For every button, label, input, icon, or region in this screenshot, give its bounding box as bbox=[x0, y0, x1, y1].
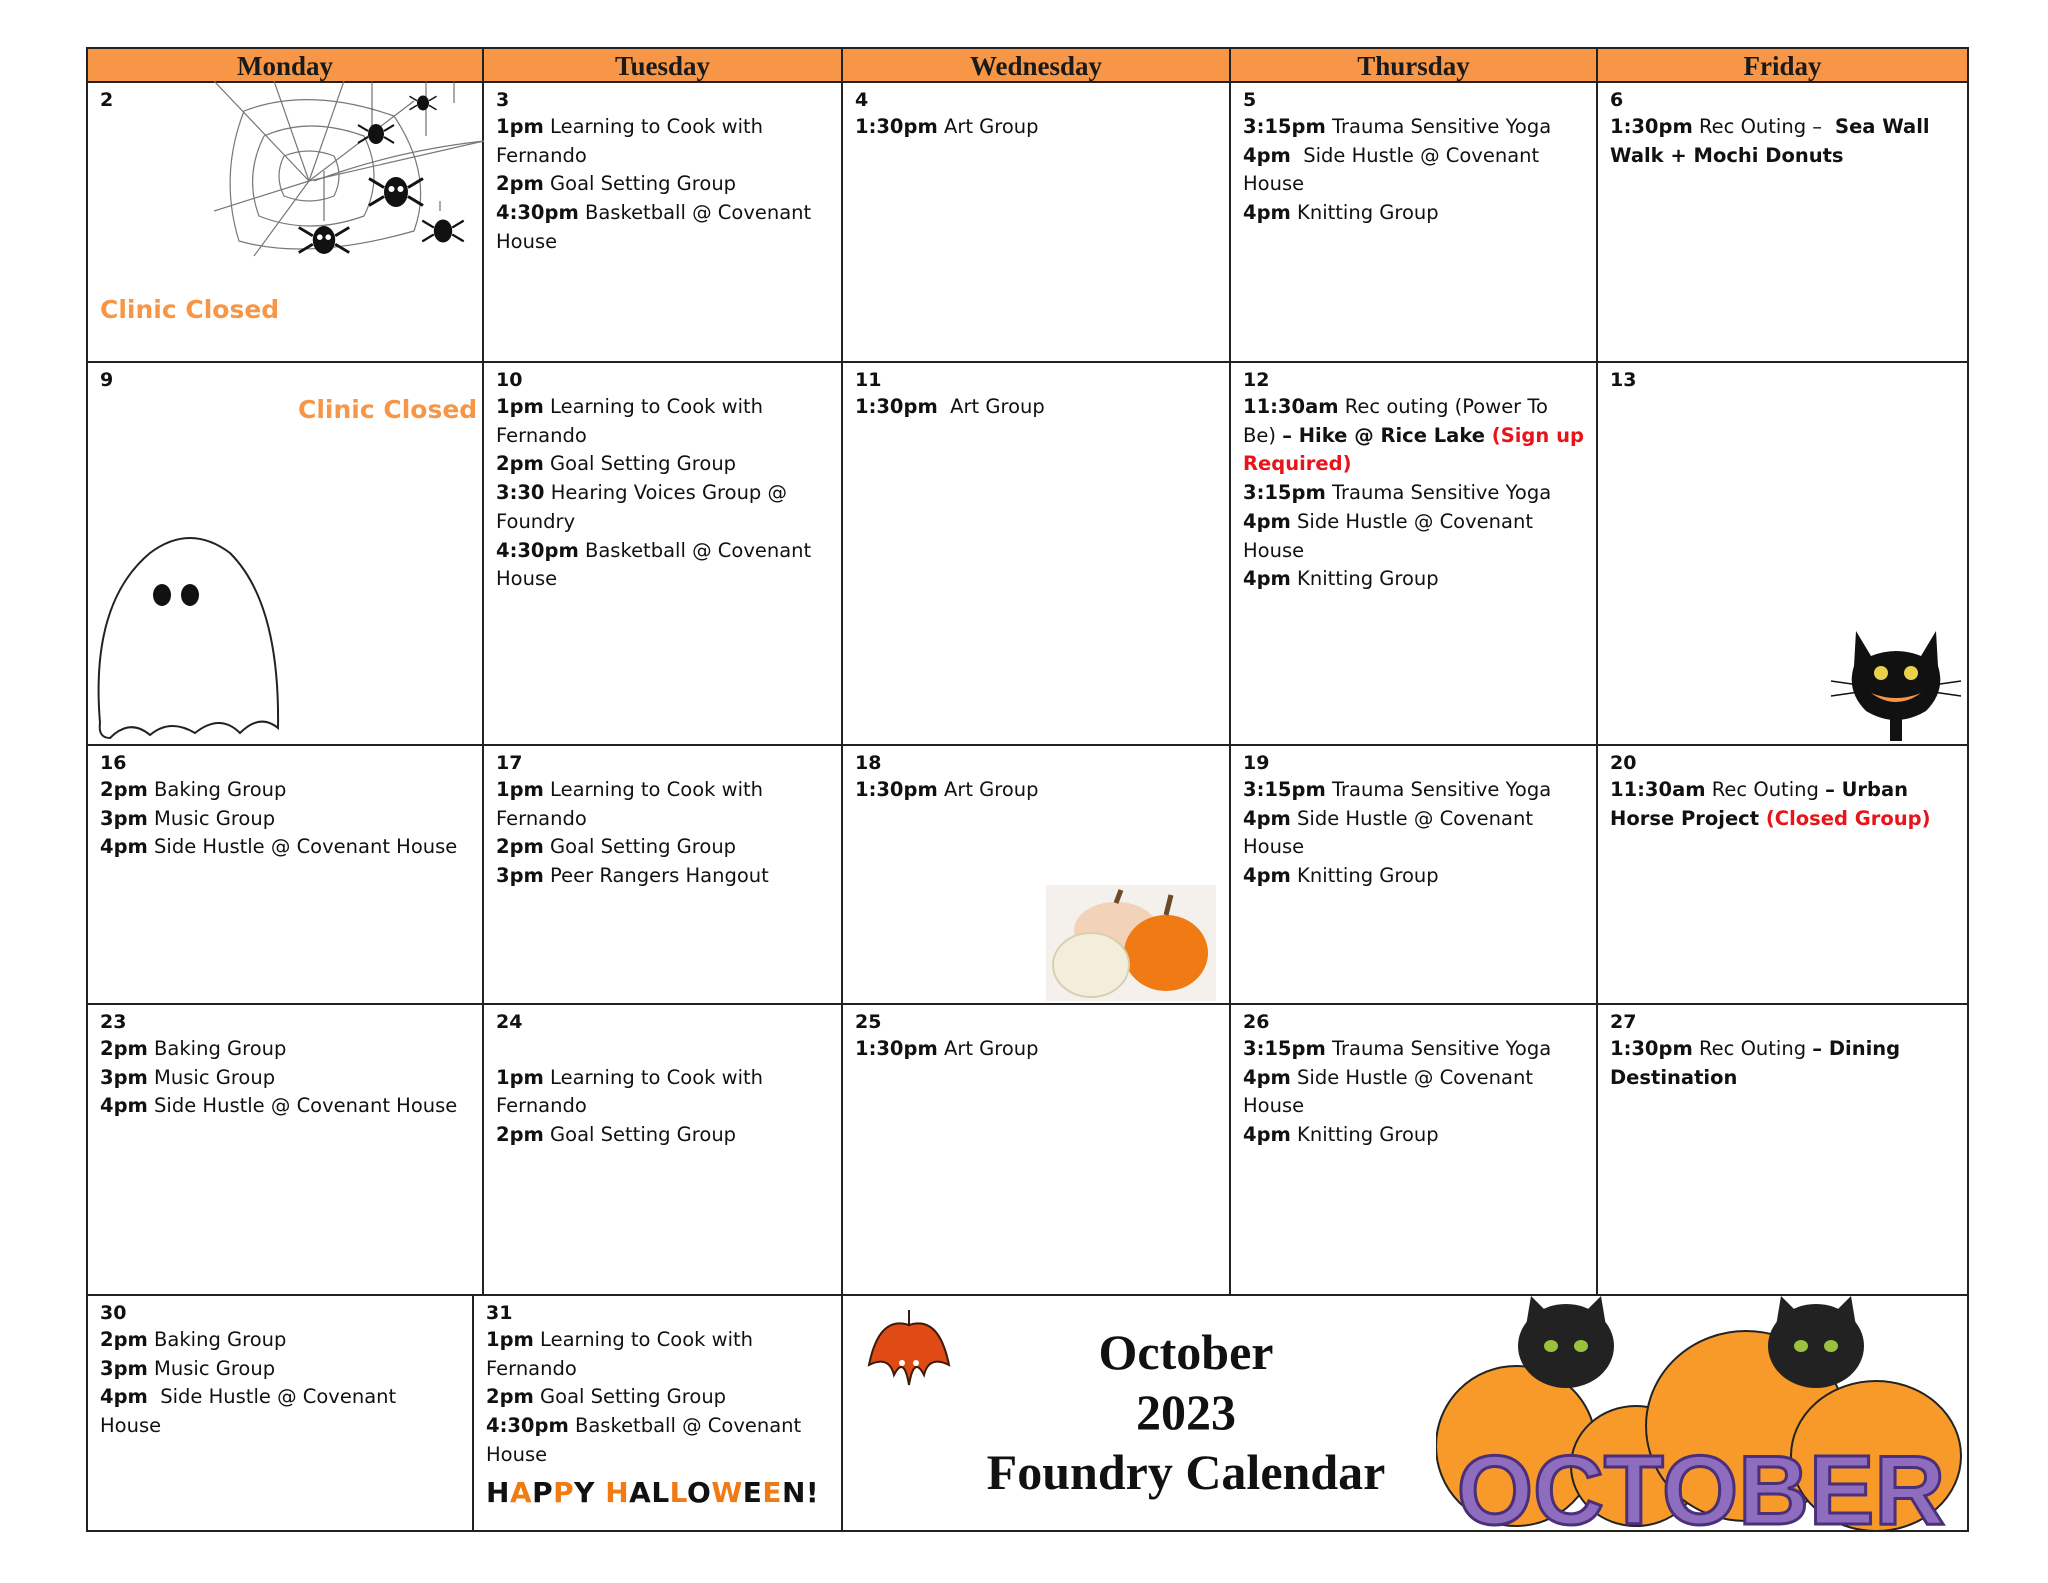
ghost-icon bbox=[90, 523, 290, 743]
event-item bbox=[496, 199, 829, 256]
event-title: Rec Outing – bbox=[1692, 115, 1829, 138]
day-cell bbox=[1596, 1003, 1969, 1296]
october-banner: OCTOBER bbox=[1456, 1435, 1946, 1530]
header-tuesday: Tuesday bbox=[482, 47, 843, 83]
event-item bbox=[496, 537, 829, 594]
day-cell bbox=[1229, 361, 1598, 746]
event-item bbox=[496, 862, 829, 891]
event-item bbox=[1243, 805, 1584, 862]
event-title: Rec Outing bbox=[1692, 1037, 1813, 1060]
event-time: 4pm bbox=[1243, 806, 1291, 830]
event-title: Peer Rangers Hangout bbox=[543, 864, 769, 888]
day-cell bbox=[1596, 744, 1969, 1005]
header-thursday: Thursday bbox=[1229, 47, 1598, 83]
event-title: Side Hustle @ Covenant House bbox=[100, 1385, 403, 1438]
day-cell bbox=[86, 1003, 484, 1296]
event-title: Music Group bbox=[147, 806, 276, 830]
spider-icon bbox=[356, 119, 396, 149]
event-title: Trauma Sensitive Yoga bbox=[1325, 778, 1552, 801]
event-item bbox=[1243, 393, 1584, 479]
event-title: Goal Setting Group bbox=[543, 1123, 737, 1147]
day-number: 31 bbox=[486, 1302, 513, 1324]
event-item bbox=[855, 393, 1217, 422]
day-number: 2 bbox=[100, 89, 114, 111]
day-number: 5 bbox=[1243, 89, 1257, 111]
event-item bbox=[100, 1092, 470, 1121]
event-time: 3pm bbox=[100, 1356, 148, 1380]
event-time: 4pm bbox=[1243, 143, 1291, 167]
header-wednesday: Wednesday bbox=[841, 47, 1231, 83]
event-title: Music Group bbox=[147, 1356, 276, 1380]
pumpkins-icon bbox=[1046, 885, 1216, 1001]
event-time: 1pm bbox=[496, 1065, 544, 1089]
day-cell bbox=[1229, 81, 1598, 363]
event-time: 4pm bbox=[100, 835, 148, 859]
day-number: 30 bbox=[100, 1302, 127, 1324]
day-number: 6 bbox=[1610, 89, 1624, 111]
event-time: 4pm bbox=[100, 1385, 148, 1409]
event-time: 3:15pm bbox=[1243, 115, 1326, 138]
event-item bbox=[1243, 1121, 1584, 1150]
event-time: 1pm bbox=[496, 395, 544, 418]
event-title: Knitting Group bbox=[1290, 1123, 1439, 1147]
clinic-closed-label: Clinic Closed bbox=[100, 295, 280, 324]
event-time: 1:30pm bbox=[855, 778, 938, 801]
day-number: 9 bbox=[100, 369, 114, 391]
day-cell bbox=[482, 1003, 843, 1296]
event-item bbox=[1243, 862, 1584, 891]
event-item bbox=[100, 1383, 460, 1440]
event-time: 3pm bbox=[100, 806, 148, 830]
event-time: 2pm bbox=[496, 835, 544, 859]
title-month: October bbox=[1098, 1324, 1274, 1380]
event-title: Trauma Sensitive Yoga bbox=[1325, 481, 1552, 505]
event-note: (Closed Group) bbox=[1765, 806, 1931, 830]
event-time: 2pm bbox=[486, 1385, 534, 1409]
event-title: Goal Setting Group bbox=[533, 1385, 727, 1409]
event-title: Learning to Cook with Fernando bbox=[496, 115, 770, 167]
day-number: 16 bbox=[100, 752, 127, 774]
event-time: 4:30pm bbox=[496, 201, 579, 225]
event-time: 3:15pm bbox=[1243, 481, 1326, 505]
event-title: Hearing Voices Group @ Foundry bbox=[496, 481, 794, 533]
event-title: Goal Setting Group bbox=[543, 172, 737, 196]
event-title: Knitting Group bbox=[1290, 864, 1439, 888]
event-title: Basketball @ Covenant House bbox=[486, 1414, 808, 1466]
day-cell bbox=[1229, 744, 1598, 1005]
event-time: 4pm bbox=[1243, 509, 1291, 533]
event-item bbox=[496, 1121, 829, 1150]
event-title: Side Hustle @ Covenant House bbox=[147, 835, 458, 859]
happy-halloween-text: HAPPY HALLOWEEN! bbox=[486, 1475, 820, 1509]
event-title: Learning to Cook with Fernando bbox=[496, 395, 770, 447]
day-number: 25 bbox=[855, 1011, 882, 1033]
event-time: 2pm bbox=[100, 1037, 148, 1060]
event-title: Trauma Sensitive Yoga bbox=[1325, 115, 1552, 138]
event-title: Knitting Group bbox=[1290, 567, 1439, 591]
spider-icon bbox=[408, 91, 438, 115]
event-item bbox=[496, 1035, 829, 1064]
event-item bbox=[1243, 1035, 1584, 1064]
event-item bbox=[1610, 113, 1955, 170]
event-title: Rec Outing bbox=[1705, 778, 1826, 801]
day-number: 19 bbox=[1243, 752, 1270, 774]
event-item bbox=[1243, 113, 1584, 142]
day-cell bbox=[841, 361, 1231, 746]
event-item bbox=[855, 113, 1217, 142]
event-time: 1:30pm bbox=[855, 1037, 938, 1060]
event-time: 3:15pm bbox=[1243, 1037, 1326, 1060]
event-title: Rec outing (Power To Be) bbox=[1243, 395, 1555, 447]
event-item bbox=[100, 776, 470, 805]
event-item bbox=[1243, 776, 1584, 805]
spider-icon bbox=[296, 217, 352, 263]
event-title: Side Hustle @ Covenant House bbox=[147, 1094, 458, 1118]
event-title: Baking Group bbox=[147, 778, 287, 801]
day-cell bbox=[1229, 1003, 1598, 1296]
event-item bbox=[496, 776, 829, 833]
event-item bbox=[1610, 1035, 1955, 1092]
event-item bbox=[1243, 199, 1584, 228]
day-number: 24 bbox=[496, 1011, 523, 1033]
event-item bbox=[496, 479, 829, 536]
event-detail: – Urban Horse Project bbox=[1610, 778, 1915, 830]
event-item bbox=[100, 1064, 470, 1093]
day-cell bbox=[841, 81, 1231, 363]
day-number: 11 bbox=[855, 369, 882, 391]
event-time: 4pm bbox=[100, 1094, 148, 1118]
day-number: 3 bbox=[496, 89, 510, 111]
black-cat-icon bbox=[1826, 611, 1966, 741]
event-time: 4pm bbox=[1243, 1065, 1291, 1089]
day-cell bbox=[86, 744, 484, 1005]
event-time: 2pm bbox=[496, 172, 544, 196]
event-time: 4pm bbox=[1243, 201, 1291, 225]
day-cell bbox=[472, 1294, 843, 1532]
day-number: 26 bbox=[1243, 1011, 1270, 1033]
event-detail: – Hike @ Rice Lake bbox=[1282, 423, 1492, 447]
day-number: 20 bbox=[1610, 752, 1637, 774]
event-item bbox=[486, 1326, 829, 1383]
event-title: Knitting Group bbox=[1290, 201, 1439, 225]
day-number: 18 bbox=[855, 752, 882, 774]
event-time: 4:30pm bbox=[496, 538, 579, 562]
event-time: 4pm bbox=[1243, 567, 1291, 591]
event-title: Trauma Sensitive Yoga bbox=[1325, 1037, 1552, 1060]
event-title: Baking Group bbox=[147, 1328, 287, 1351]
event-detail: Sea Wall Walk + Mochi Donuts bbox=[1610, 115, 1937, 167]
event-item bbox=[496, 393, 829, 450]
calendar-title bbox=[966, 1322, 1406, 1502]
day-cell bbox=[841, 1003, 1231, 1296]
event-item bbox=[1243, 142, 1584, 199]
cats-on-pumpkins-icon bbox=[1436, 1296, 1966, 1530]
event-item bbox=[855, 1035, 1217, 1064]
title-name: Foundry Calendar bbox=[986, 1444, 1386, 1500]
event-time: 1:30pm bbox=[1610, 1037, 1693, 1060]
event-time: 1pm bbox=[486, 1328, 534, 1351]
event-title: Art Group bbox=[937, 395, 1045, 418]
event-item bbox=[496, 170, 829, 199]
event-item bbox=[100, 833, 470, 862]
event-title: Learning to Cook with Fernando bbox=[496, 778, 770, 830]
event-time: 2pm bbox=[496, 1123, 544, 1147]
event-item bbox=[486, 1412, 829, 1469]
event-title: Basketball @ Covenant House bbox=[496, 538, 818, 591]
event-title: Side Hustle @ Covenant House bbox=[1243, 509, 1540, 562]
day-number: 17 bbox=[496, 752, 523, 774]
event-item bbox=[496, 450, 829, 479]
event-time: 2pm bbox=[100, 778, 148, 801]
event-time: 4pm bbox=[1243, 864, 1291, 888]
day-number: 13 bbox=[1610, 369, 1637, 391]
event-time: 2pm bbox=[100, 1328, 148, 1351]
event-item bbox=[1243, 479, 1584, 508]
spider-icon bbox=[420, 211, 466, 251]
event-title: Side Hustle @ Covenant House bbox=[1243, 1065, 1540, 1118]
event-time: 1:30pm bbox=[1610, 115, 1693, 138]
event-item bbox=[100, 1355, 460, 1384]
event-item bbox=[855, 776, 1217, 805]
day-number: 12 bbox=[1243, 369, 1270, 391]
event-time: 3:15pm bbox=[1243, 778, 1326, 801]
event-time: 11:30am bbox=[1610, 778, 1706, 801]
event-item bbox=[496, 113, 829, 170]
event-title: Side Hustle @ Covenant House bbox=[1243, 806, 1540, 859]
event-title: Art Group bbox=[937, 115, 1039, 138]
event-time: 1pm bbox=[496, 115, 544, 138]
event-item bbox=[1243, 565, 1584, 594]
event-title: Baking Group bbox=[147, 1037, 287, 1060]
day-number: 4 bbox=[855, 89, 869, 111]
event-title: Art Group bbox=[937, 1037, 1039, 1060]
event-item bbox=[100, 1035, 470, 1064]
event-time: 1:30pm bbox=[855, 395, 938, 418]
event-title: Basketball @ Covenant House bbox=[496, 201, 818, 253]
spider-icon bbox=[366, 167, 426, 217]
event-note: (Sign up Required) bbox=[1243, 423, 1584, 476]
event-title: Learning to Cook with Fernando bbox=[496, 1065, 770, 1118]
title-year: 2023 bbox=[1136, 1384, 1236, 1440]
event-time: 3pm bbox=[496, 864, 544, 888]
day-number: 23 bbox=[100, 1011, 127, 1033]
event-time: 4:30pm bbox=[486, 1414, 569, 1438]
clinic-closed-label: Clinic Closed bbox=[298, 395, 478, 424]
event-item bbox=[100, 1326, 460, 1355]
event-item bbox=[1243, 508, 1584, 565]
day-number: 27 bbox=[1610, 1011, 1637, 1033]
bat-icon bbox=[864, 1305, 954, 1405]
event-time: 4pm bbox=[1243, 1123, 1291, 1147]
event-item bbox=[1243, 1064, 1584, 1121]
header-monday: Monday bbox=[86, 47, 484, 83]
event-item bbox=[496, 833, 829, 862]
day-cell bbox=[86, 1294, 474, 1532]
event-time: 1:30pm bbox=[855, 115, 938, 138]
event-item bbox=[1610, 776, 1955, 833]
day-number: 10 bbox=[496, 369, 523, 391]
event-detail: – Dining Destination bbox=[1610, 1037, 1907, 1089]
day-cell bbox=[1596, 81, 1969, 363]
event-item bbox=[486, 1383, 829, 1412]
calendar bbox=[86, 47, 1969, 1532]
event-title: Side Hustle @ Covenant House bbox=[1243, 143, 1546, 196]
header-friday: Friday bbox=[1596, 47, 1969, 83]
event-time: 3pm bbox=[100, 1065, 148, 1089]
event-time: 11:30am bbox=[1243, 395, 1339, 418]
event-item bbox=[496, 1064, 829, 1121]
event-title: Learning to Cook with Fernando bbox=[486, 1328, 760, 1380]
event-time: 1pm bbox=[496, 778, 544, 801]
day-cell bbox=[482, 81, 843, 363]
event-title: Goal Setting Group bbox=[543, 452, 737, 476]
event-item bbox=[100, 805, 470, 834]
event-time: 2pm bbox=[496, 452, 544, 476]
event-time: 3:30 bbox=[496, 481, 545, 505]
event-title: Music Group bbox=[147, 1065, 276, 1089]
day-cell bbox=[482, 361, 843, 746]
day-cell bbox=[482, 744, 843, 1005]
event-title: Art Group bbox=[937, 778, 1039, 801]
event-title: Goal Setting Group bbox=[543, 835, 737, 859]
